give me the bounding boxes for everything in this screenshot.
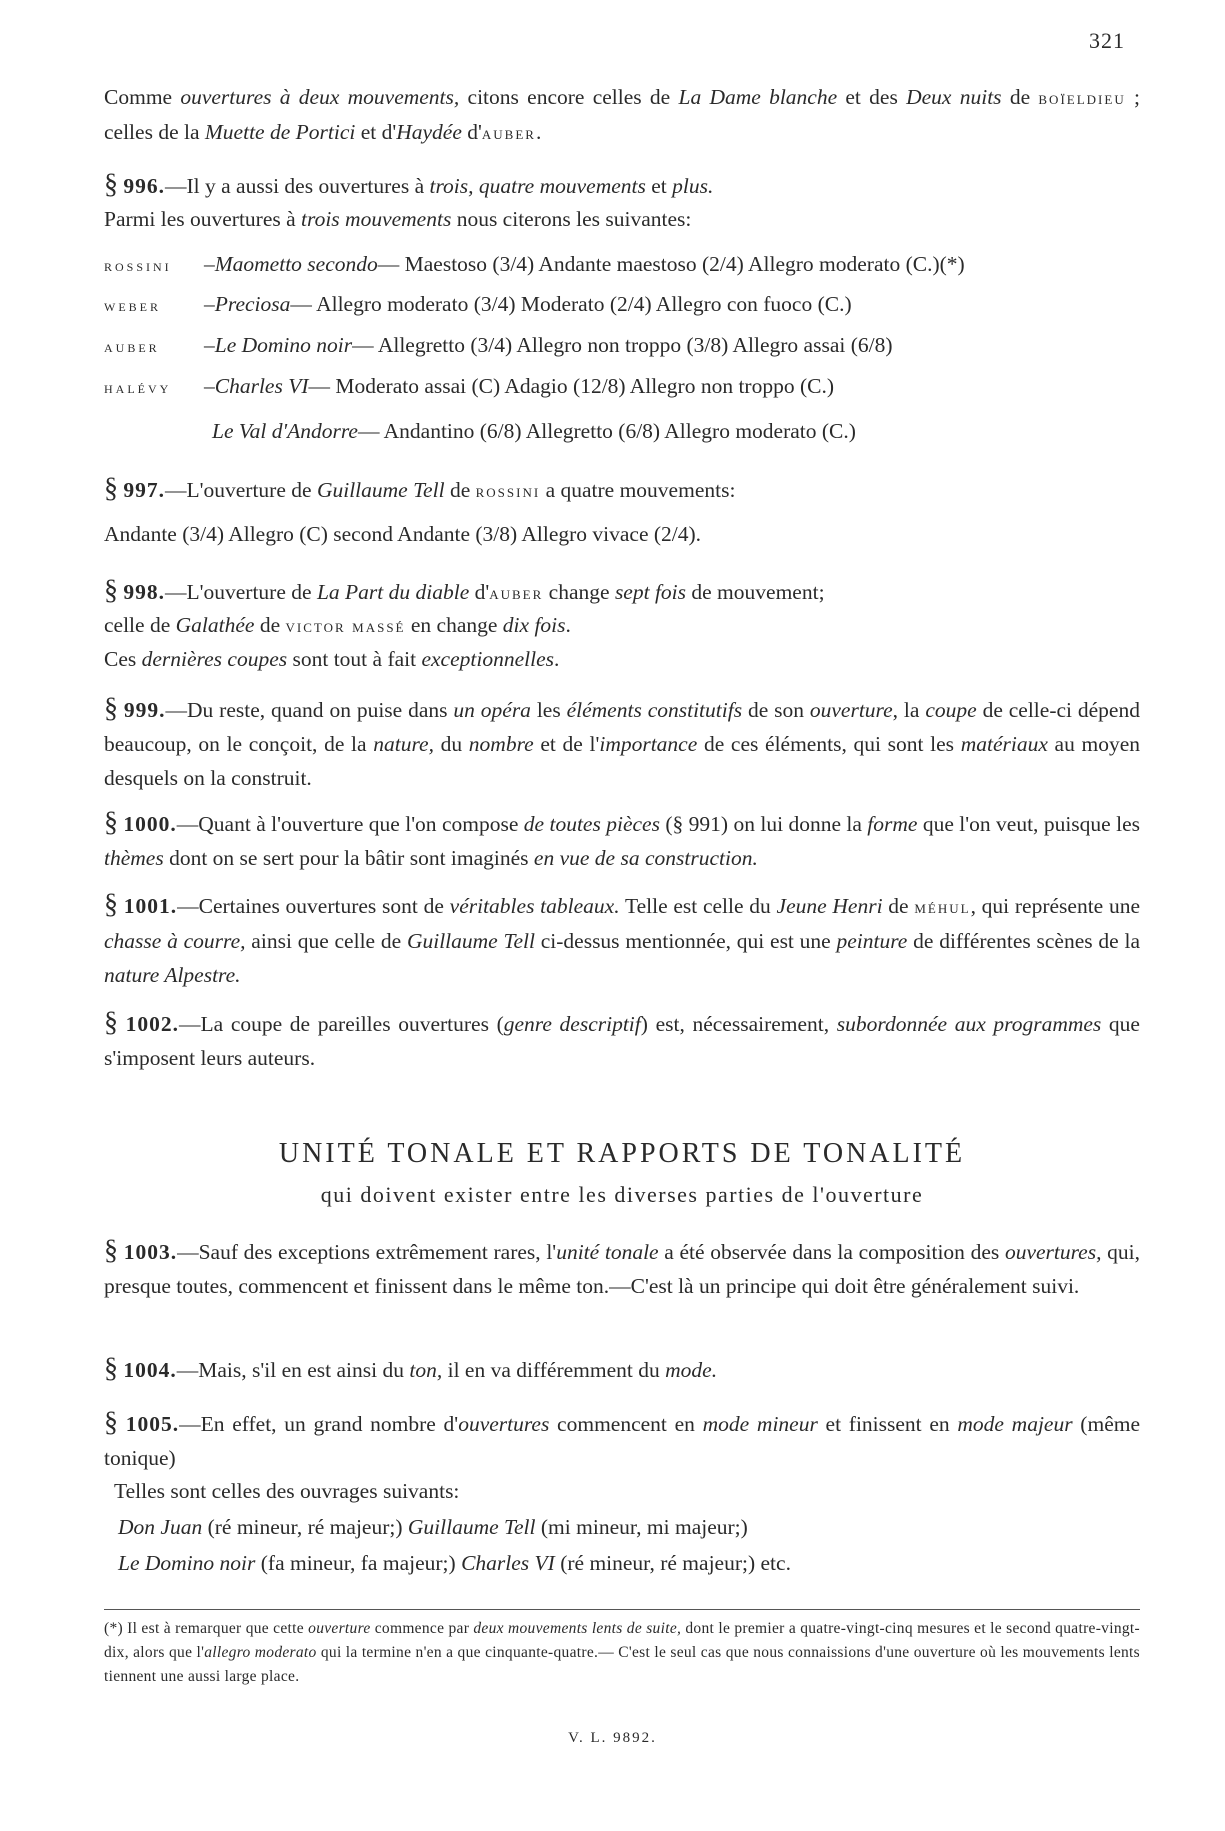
footnote	[104, 1617, 1140, 1689]
section-em: importance	[599, 732, 698, 756]
section-text: de celle-ci dépend beaucoup, on le conçoit, de la	[104, 698, 1140, 756]
section-text: ainsi que celle de	[245, 929, 407, 953]
footnote-text: dont le premier a quatre-vingt-cinq mesures et le second quatre-vingt-dix, alors que l'	[104, 1620, 1140, 1661]
section-text: (§ 991) on lui donne la	[659, 812, 868, 836]
key-info: (ré mineur, ré majeur;) etc.	[554, 1551, 791, 1575]
section-text: de mouvement;	[686, 580, 825, 604]
footnote-divider	[104, 1609, 1140, 1610]
section-em: forme	[867, 812, 918, 836]
composer-name: boïeldieu	[1038, 88, 1126, 108]
section-996	[104, 168, 1140, 203]
section-999	[104, 692, 1140, 795]
overture-row	[104, 287, 1140, 323]
work-title: La Dame blanche	[678, 85, 838, 109]
section-em: trois mouvements	[301, 207, 452, 231]
section-em: peinture	[836, 929, 908, 953]
section-text: d'	[469, 580, 490, 604]
work-title: Jeune Henri	[776, 894, 883, 918]
dash: –	[204, 333, 215, 357]
section-text: —Sauf des exceptions extrêmement rares, l'	[177, 1240, 557, 1264]
section-number: 1001.	[123, 894, 178, 918]
section-subheading: qui doivent exister entre les diverses parties de l'ouverture	[320, 1182, 924, 1207]
intro-paragraph	[104, 80, 1140, 150]
section-text: de	[444, 478, 476, 502]
composer-name: méhul	[914, 897, 971, 917]
work-title: Le Domino noir	[118, 1551, 256, 1575]
work-title: Preciosa	[214, 292, 291, 316]
dash: –	[204, 292, 215, 316]
section-symbol: §	[104, 1353, 118, 1384]
work-title: Guillaume Tell	[316, 478, 445, 502]
work-list-row	[118, 1510, 1154, 1544]
section-symbol: §	[104, 1007, 118, 1038]
overture-row	[104, 247, 1140, 283]
movements: — Allegretto (3/4) Allegro non troppo (3/8) Allegro assai (6/8)	[352, 333, 893, 357]
section-symbol: §	[104, 473, 118, 504]
section-text: —La coupe de pareilles ouvertures (	[179, 1012, 504, 1036]
work-title: Galathée	[175, 613, 255, 637]
key-info: (ré mineur, ré majeur;)	[202, 1515, 408, 1539]
section-text: commencent en	[549, 1412, 703, 1436]
section-em: mode.	[665, 1358, 718, 1382]
section-text: —Du reste, quand on puise dans	[165, 698, 454, 722]
section-1000	[104, 806, 1140, 875]
section-997	[104, 472, 1140, 508]
work-list-row	[118, 1546, 1154, 1580]
section-symbol: §	[104, 169, 118, 200]
section-number: 1000.	[123, 812, 177, 836]
section-em: nature Alpestre.	[104, 963, 241, 987]
section-em: thèmes	[104, 846, 164, 870]
section-symbol: §	[104, 889, 118, 920]
section-text: de	[254, 613, 286, 637]
section-text: Ces	[104, 647, 142, 671]
section-em: mode majeur	[957, 1412, 1073, 1436]
work-title: Maometto secondo	[214, 252, 378, 276]
section-em: subordonnée aux programmes	[836, 1012, 1102, 1036]
section-text: au moyen desquels on la construit.	[104, 732, 1141, 790]
section-text: nous citerons les suivantes:	[451, 207, 692, 231]
section-text: de	[882, 894, 915, 918]
section-em: un opéra	[453, 698, 531, 722]
section-text: —Il y a aussi des ouvertures à	[165, 174, 430, 198]
section-em: ouverture	[809, 698, 893, 722]
work-title: Deux	[906, 85, 952, 109]
work-title: nuits	[959, 85, 1002, 109]
section-symbol: §	[104, 575, 118, 606]
section-998	[104, 574, 1140, 610]
composer-name: auber	[104, 337, 160, 356]
composer-name: victor massé	[285, 616, 406, 636]
work-title: La Part du diable	[316, 580, 470, 604]
section-text: (même tonique)	[104, 1412, 1141, 1470]
section-em: chasse à courre,	[104, 929, 246, 953]
section-number: 1003.	[123, 1240, 178, 1264]
section-em: unité tonale	[556, 1240, 659, 1264]
section-text: que l'on veut, puisque les	[917, 812, 1140, 836]
overture-row	[104, 369, 1140, 405]
work-title: Guillaume Tell	[407, 1515, 536, 1539]
section-text: —Certaines ouvertures sont de	[177, 894, 450, 918]
section-symbol: §	[104, 693, 118, 724]
section-1005	[104, 1406, 1140, 1475]
movements: — Andantino (6/8) Allegretto (6/8) Allegro moderato (C.)	[357, 419, 856, 443]
section-text: —L'ouverture de	[165, 478, 317, 502]
section-text: sont tout à fait	[287, 647, 422, 671]
work-title: Charles VI	[461, 1551, 555, 1575]
intro-text: .	[535, 120, 542, 144]
section-text: —Quant à l'ouverture que l'on compose	[176, 812, 524, 836]
footnote-text: commence par	[370, 1620, 474, 1637]
section-1005-line3: Telles sont celles des ouvrages suivants:	[114, 1479, 460, 1503]
overture-row	[104, 328, 1140, 364]
work-title: Le Domino noir	[214, 333, 353, 357]
movements: — Allegro moderato (3/4) Moderato (2/4) Allegro con fuoco (C.)	[290, 292, 852, 316]
section-1001	[104, 888, 1140, 992]
section-text: dont on se sert pour la bâtir sont imaginés	[163, 846, 534, 870]
section-em: en vue de sa construction.	[533, 846, 758, 870]
section-text: celle de	[104, 613, 176, 637]
section-text: et de l'	[533, 732, 600, 756]
section-1003	[104, 1234, 1140, 1303]
section-998-line2	[104, 608, 1140, 643]
section-em: ton,	[409, 1358, 443, 1382]
section-text: et finissent en	[817, 1412, 958, 1436]
section-text: et	[645, 174, 673, 198]
section-text: Parmi les ouvertures à	[104, 207, 302, 231]
section-text: ci-dessus mentionnée, qui est une	[534, 929, 837, 953]
footnote-em: deux mouvements lents de suite,	[473, 1620, 682, 1637]
section-text: .	[554, 647, 560, 671]
composer-name: auber	[481, 123, 536, 143]
section-em: matériaux	[960, 732, 1048, 756]
section-number: 997.	[123, 478, 165, 502]
section-em: véritables tableaux.	[449, 894, 620, 918]
section-em: nombre	[468, 732, 534, 756]
dash: –	[204, 374, 215, 398]
intro-em: ouvertures à deux mouvements,	[180, 85, 460, 109]
work-title: Guillaume Tell	[406, 929, 535, 953]
section-number: 996.	[123, 174, 165, 198]
work-title: Don Juan	[118, 1515, 203, 1539]
section-text: il en va différemment du	[442, 1358, 666, 1382]
section-em: dix fois	[502, 613, 566, 637]
section-text: a été observée dans la composition des	[658, 1240, 1005, 1264]
section-text: les	[530, 698, 567, 722]
section-text: que s'imposent leurs auteurs.	[104, 1012, 1140, 1070]
section-text: , la	[892, 698, 926, 722]
overture-row	[212, 414, 1140, 448]
section-number: 998.	[123, 580, 165, 604]
section-998-line3	[104, 642, 1140, 676]
intro-text: Comme	[104, 85, 181, 109]
section-em: nature,	[373, 732, 434, 756]
composer-name: weber	[104, 296, 161, 315]
composer-name: auber	[489, 583, 544, 603]
footnote-text: qui la termine n'en a que cinquante-quatre.— C'est le seul cas que nous connaissions d'une ouverture où les mouvements lents tiennent une aussi large place.	[104, 1644, 1140, 1685]
work-title: Haydée	[396, 120, 462, 144]
plate-number: V. L. 9892.	[568, 1730, 657, 1746]
movements: — Moderato assai (C) Adagio (12/8) Allegro non troppo (C.)	[308, 374, 834, 398]
intro-text: ; celles de la	[104, 85, 1140, 144]
section-text: —L'ouverture de	[165, 580, 317, 604]
key-info: (mi mineur, mi majeur;)	[535, 1515, 748, 1539]
section-1004	[104, 1352, 1140, 1387]
section-em: exceptionnelles	[421, 647, 554, 671]
section-number: 1004.	[123, 1358, 177, 1382]
intro-text: et d'	[355, 120, 397, 144]
intro-text: de	[1001, 85, 1039, 109]
section-em: dernières coupes	[141, 647, 288, 671]
section-text: change	[543, 580, 615, 604]
section-text: .	[565, 613, 571, 637]
section-text: —Mais, s'il en est ainsi du	[176, 1358, 410, 1382]
composer-name: halévy	[104, 378, 172, 397]
footnote-text: (*) Il est à remarquer que cette	[104, 1620, 309, 1637]
section-text: Telle est celle du	[619, 894, 777, 918]
section-symbol: §	[104, 1407, 118, 1438]
work-title: Le Val d'Andorre	[212, 419, 358, 443]
section-number: 999.	[123, 698, 166, 722]
section-text: en change	[405, 613, 503, 637]
section-em: plus.	[672, 174, 714, 198]
section-em: genre descriptif	[503, 1012, 641, 1036]
section-number: 1005.	[125, 1412, 180, 1436]
section-em: de toutes pièces	[523, 812, 660, 836]
section-text: —En effet, un grand nombre d'	[179, 1412, 459, 1436]
footnote-em: ouverture	[308, 1620, 371, 1637]
section-symbol: §	[104, 1235, 118, 1266]
section-text: de ces éléments, qui sont les	[697, 732, 961, 756]
work-title: Charles VI	[214, 374, 309, 398]
section-em: ouvertures,	[1004, 1240, 1102, 1264]
section-997-line2: Andante (3/4) Allegro (C) second Andante (3/8) Allegro vivace (2/4).	[104, 522, 702, 546]
intro-text: citons encore celles de	[459, 85, 679, 109]
section-em: ouvertures	[458, 1412, 550, 1436]
section-text: de différentes scènes de la	[907, 929, 1140, 953]
section-number: 1002.	[125, 1012, 180, 1036]
section-text: de son	[742, 698, 810, 722]
section-em: éléments constitutifs	[566, 698, 743, 722]
section-heading: UNITÉ TONALE ET RAPPORTS DE TONALITÉ	[278, 1138, 966, 1169]
section-text: ) est, nécessairement,	[640, 1012, 837, 1036]
intro-text: et des	[837, 85, 907, 109]
work-title: Muette de Portici	[204, 120, 356, 144]
composer-name: rossini	[475, 481, 541, 501]
movements: — Maestoso (3/4) Andante maestoso (2/4) Allegro moderato (C.)(*)	[377, 252, 965, 276]
page-number: 321	[1089, 28, 1125, 53]
key-info: (fa mineur, fa majeur;)	[255, 1551, 462, 1575]
section-1002	[104, 1006, 1140, 1075]
section-em: trois, quatre mouvements	[429, 174, 646, 198]
composer-name: rossini	[104, 256, 172, 275]
section-symbol: §	[104, 807, 118, 838]
section-text: a quatre mouvements:	[540, 478, 736, 502]
section-996-line2	[104, 202, 1140, 236]
section-text: qui, presque toutes, commencent et finissent dans le même ton.—C'est là un principe qui doit être généralement suivi.	[104, 1240, 1140, 1298]
section-em: mode mineur	[702, 1412, 818, 1436]
dash: –	[204, 252, 215, 276]
section-em: sept fois	[614, 580, 687, 604]
section-text: , qui représente une	[970, 894, 1141, 918]
footnote-em: allegro moderato	[204, 1644, 317, 1661]
section-text: du	[433, 732, 469, 756]
section-em: coupe	[925, 698, 977, 722]
intro-text: d'	[461, 120, 482, 144]
